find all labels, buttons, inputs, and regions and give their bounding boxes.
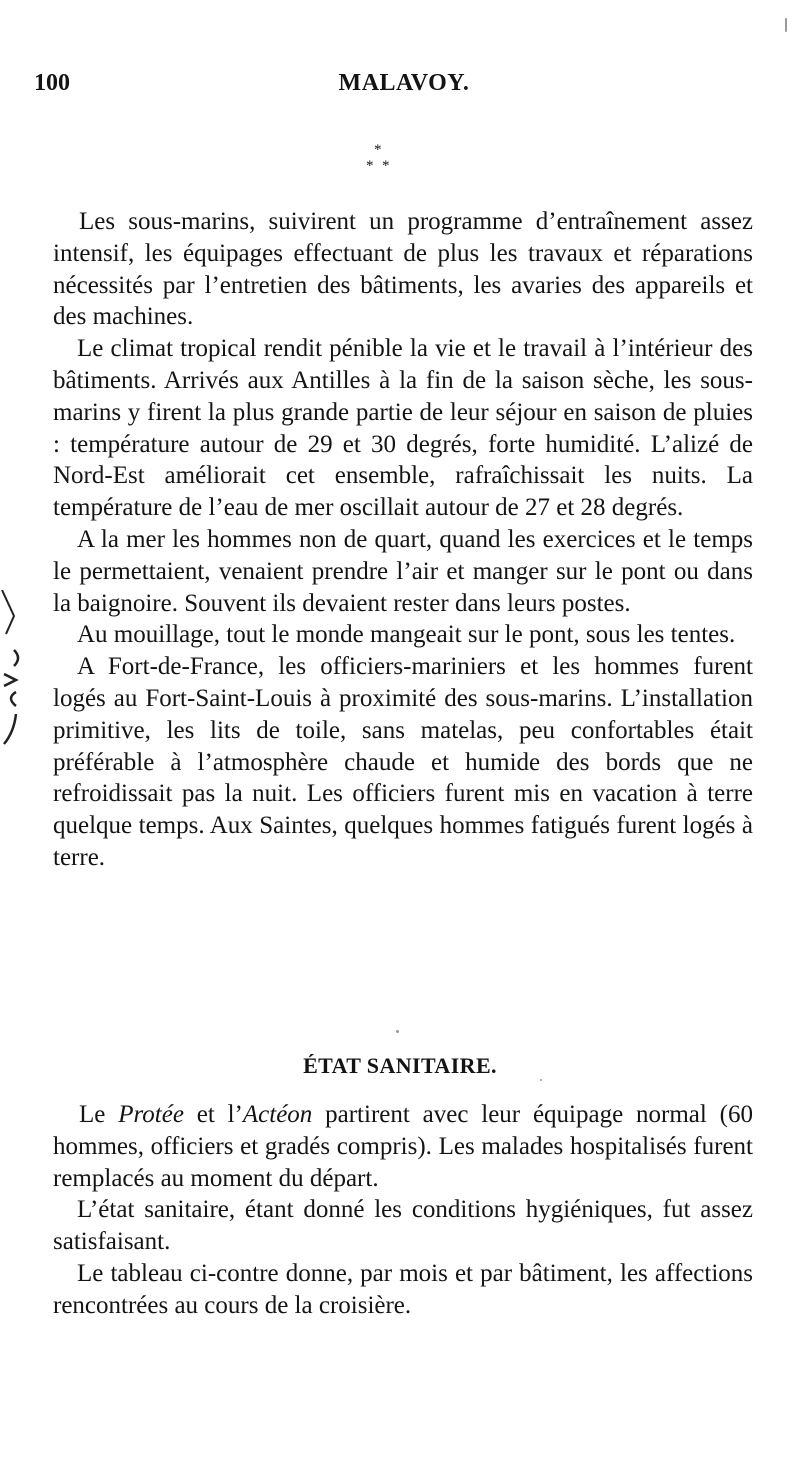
text-run: Le (79, 1101, 119, 1128)
margin-mark-graphic (0, 590, 22, 750)
page-header (34, 70, 774, 100)
page-number: 100 (34, 70, 70, 96)
ship-name-protee: Protée (118, 1101, 184, 1128)
section-heading: ÉTAT SANITAIRE. (303, 1053, 497, 1078)
asterism-star-top: * (374, 142, 382, 158)
asterism-star-right: * (382, 158, 390, 174)
running-title: MALAVOY. (338, 70, 470, 96)
text-run: et l’ (183, 1101, 243, 1128)
paragraph: Les sous-marins, suivirent un programme d’entraînement assez intensif, les équipages effectuant de plus les travaux et réparations nécessités par l’entretien des bâtiments, les avaries des appareils et des machines. (53, 208, 753, 331)
ship-name-acteon: Actéon (242, 1101, 313, 1128)
paragraph: A Fort-de-France, les officiers-mariniers et les hommes furent logés au Fort-Saint-Louis à proximité des sous-marins. L’installation primitive, les lits de toile, sans matelas, peu confortables était préférable à l’atmosphère chaude et humide des bords que ne refroidissait pas la nuit. Les officiers furent mis en vacation à terre quelque temps. Aux Saintes, quelques hommes fatigués furent logés à terre. (53, 653, 753, 871)
paper-speck (396, 1030, 399, 1033)
paragraph: Le tableau ci-contre donne, par mois et par bâtiment, les affections rencontrées au cours de la croisière. (53, 1259, 753, 1319)
text-section-training (53, 206, 753, 874)
text-run: partirent avec leur équipage normal (60 hommes, officiers et gradés compris). Les malades hospitalisés furent remplacés au moment du départ. (53, 1101, 753, 1192)
paper-speck (540, 1079, 542, 1081)
paragraph: L’état sanitaire, étant donné les conditions hygiéniques, fut assez satisfaisant. (53, 1196, 753, 1256)
paragraph: A la mer les hommes non de quart, quand les exercices et le temps le permettaient, venaient prendre l’air et manger sur le pont ou dans la baignoire. Souvent ils devaient rester dans leurs postes. (53, 525, 753, 617)
text-section-health (53, 1099, 753, 1322)
paragraph: Au mouillage, tout le monde mangeait sur le pont, sous les tentes. (77, 621, 736, 649)
paper-speck (785, 18, 787, 32)
bleed-through-margin-mark (0, 590, 22, 750)
asterism-star-left: * (366, 158, 374, 174)
asterism-ornament (360, 140, 420, 180)
paragraph: Le climat tropical rendit pénible la vie et le travail à l’intérieur des bâtiments. Arrivés aux Antilles à la fin de la saison sèche, les sous-marins y firent la plus grande partie de leur séjour en saison de pluies : température autour de 29 et 30 degrés, forte humidité. L’alizé de Nord-Est améliorait cet ensemble, rafraîchissait les nuits. La température de l’eau de mer oscillait autour de 27 et 28 degrés. (53, 335, 753, 522)
paragraph (53, 1099, 753, 1194)
